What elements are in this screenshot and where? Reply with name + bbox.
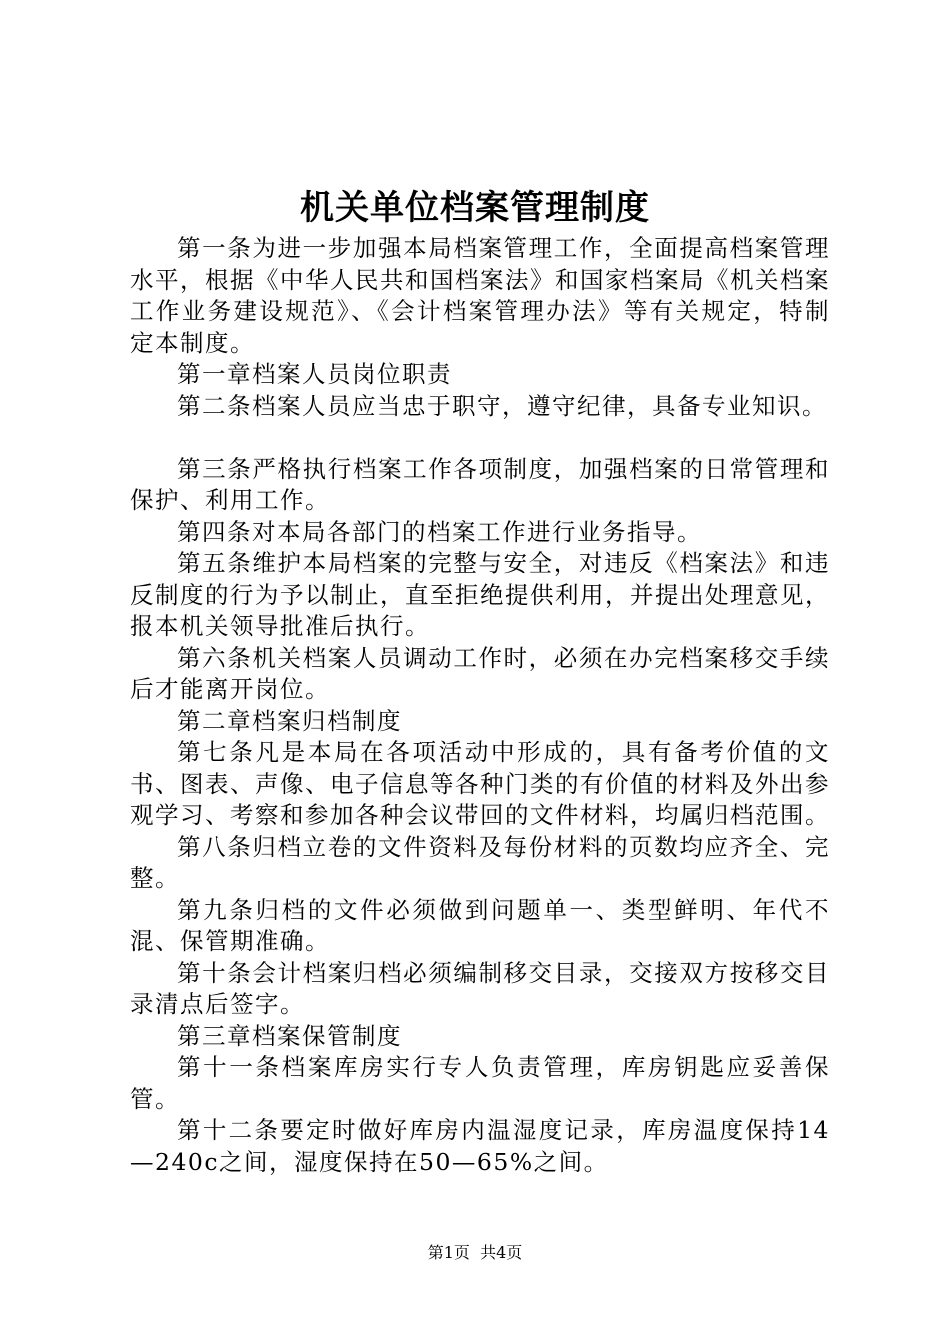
footer-spacer: [470, 1243, 480, 1262]
paragraph-article-9: 第九条归档的文件必须做到问题单一、类型鲜明、年代不混、保管期准确。: [130, 895, 830, 955]
page-footer: [0, 1242, 950, 1264]
chapter-heading-3: 第三章档案保管制度: [177, 1021, 402, 1050]
paragraph-article-1: 第一条为进一步加强本局档案管理工作，全面提高档案管理水平，根据《中华人民共和国档案法》和国家档案局《机关档案工作业务建设规范》、《会计档案管理办法》等有关规定，特制定本制度。: [130, 234, 830, 357]
chapter-heading-2: 第二章档案归档制度: [177, 706, 402, 735]
page-number: 第1页: [427, 1243, 470, 1262]
paragraph-article-4: 第四条对本局各部门的档案工作进行业务指导。: [177, 517, 702, 546]
paragraph-article-6: 第六条机关档案人员调动工作时，必须在办完档案移交手续后才能离开岗位。: [130, 643, 830, 703]
document-body: [130, 233, 830, 1178]
paragraph-article-3: 第三条严格执行档案工作各项制度，加强档案的日常管理和保护、利用工作。: [130, 454, 830, 514]
page-total: 共4页: [480, 1243, 523, 1262]
paragraph-article-10: 第十条会计档案归档必须编制移交目录，交接双方按移交目录清点后签字。: [130, 958, 830, 1018]
paragraph-article-12: 第十二条要定时做好库房内温湿度记录，库房温度保持14—240c之间，湿度保持在50—65%之间。: [130, 1116, 830, 1176]
paragraph-article-2: 第二条档案人员应当忠于职守，遵守纪律，具备专业知识。: [177, 391, 827, 420]
chapter-heading-1: 第一章档案人员岗位职责: [177, 360, 452, 388]
paragraph-article-8: 第八条归档立卷的文件资料及每份材料的页数均应齐全、完整。: [130, 832, 830, 892]
paragraph-article-5: 第五条维护本局档案的完整与安全，对违反《档案法》和违反制度的行为予以制止，直至拒绝提供利用，并提出处理意见，报本机关领导批准后执行。: [130, 549, 830, 640]
paragraph-article-11: 第十一条档案库房实行专人负责管理，库房钥匙应妥善保管。: [130, 1053, 830, 1113]
document-title: 机关单位档案管理制度: [300, 188, 650, 228]
paragraph-article-7: 第七条凡是本局在各项活动中形成的，具有备考价值的文书、图表、声像、电子信息等各种门类的有价值的材料及外出参观学习、考察和参加各种会议带回的文件材料，均属归档范围。: [130, 738, 830, 829]
